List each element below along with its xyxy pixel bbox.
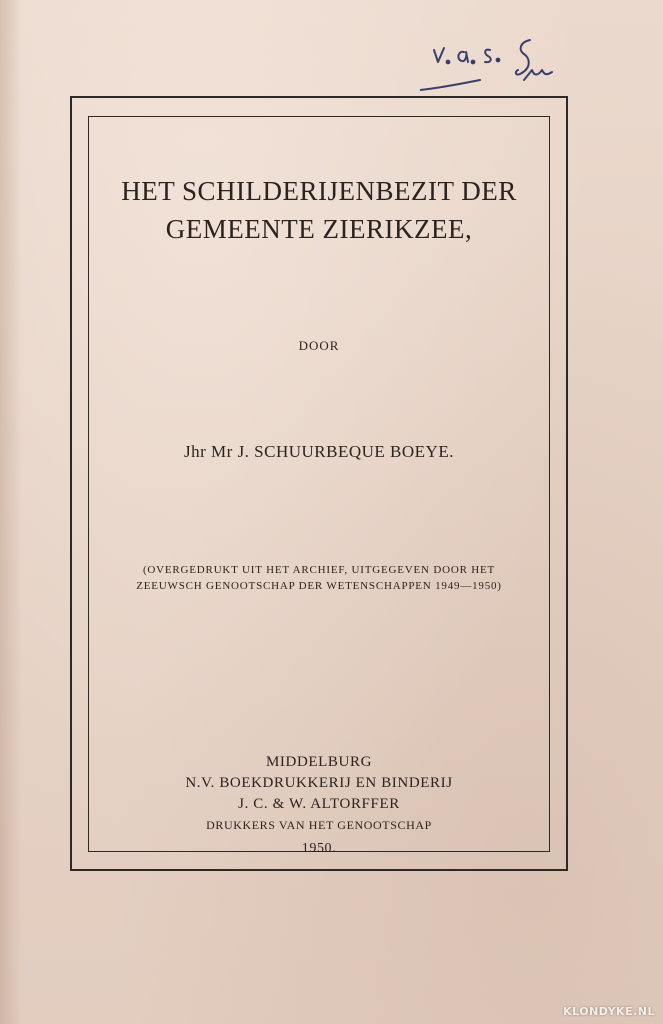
handwritten-annotation — [420, 30, 570, 100]
book-title — [88, 172, 550, 248]
title-line-2: GEMEENTE ZIERIKZEE, — [165, 214, 473, 244]
imprint-year: 1950. — [301, 841, 337, 856]
imprint-names: J. C. & W. ALTORFFER — [238, 796, 400, 812]
imprint-printer: N.V. BOEKDRUKKERIJ EN BINDERIJ — [185, 775, 453, 791]
reprint-line-1: (OVERGEDRUKT UIT HET ARCHIEF, UITGEGEVEN DOOR HET — [142, 564, 496, 576]
imprint-city: MIDDELBURG — [266, 754, 372, 770]
byline-word: DOOR — [298, 338, 340, 353]
author-name: Jhr Mr J. SCHUURBEQUE BOEYE. — [184, 442, 454, 461]
paper-edge-shadow — [0, 0, 22, 1024]
reprint-line-2: ZEEUWSCH GENOOTSCHAP DER WETENSCHAPPEN 1949—1950) — [136, 580, 502, 592]
watermark: KLONDYKE.NL — [563, 1005, 655, 1018]
reprint-note — [108, 562, 530, 594]
title-line-1: HET SCHILDERIJENBEZIT DER — [121, 176, 517, 206]
imprint — [88, 752, 550, 859]
imprint-printers-note: DRUKKERS VAN HET GENOOTSCHAP — [206, 818, 432, 832]
